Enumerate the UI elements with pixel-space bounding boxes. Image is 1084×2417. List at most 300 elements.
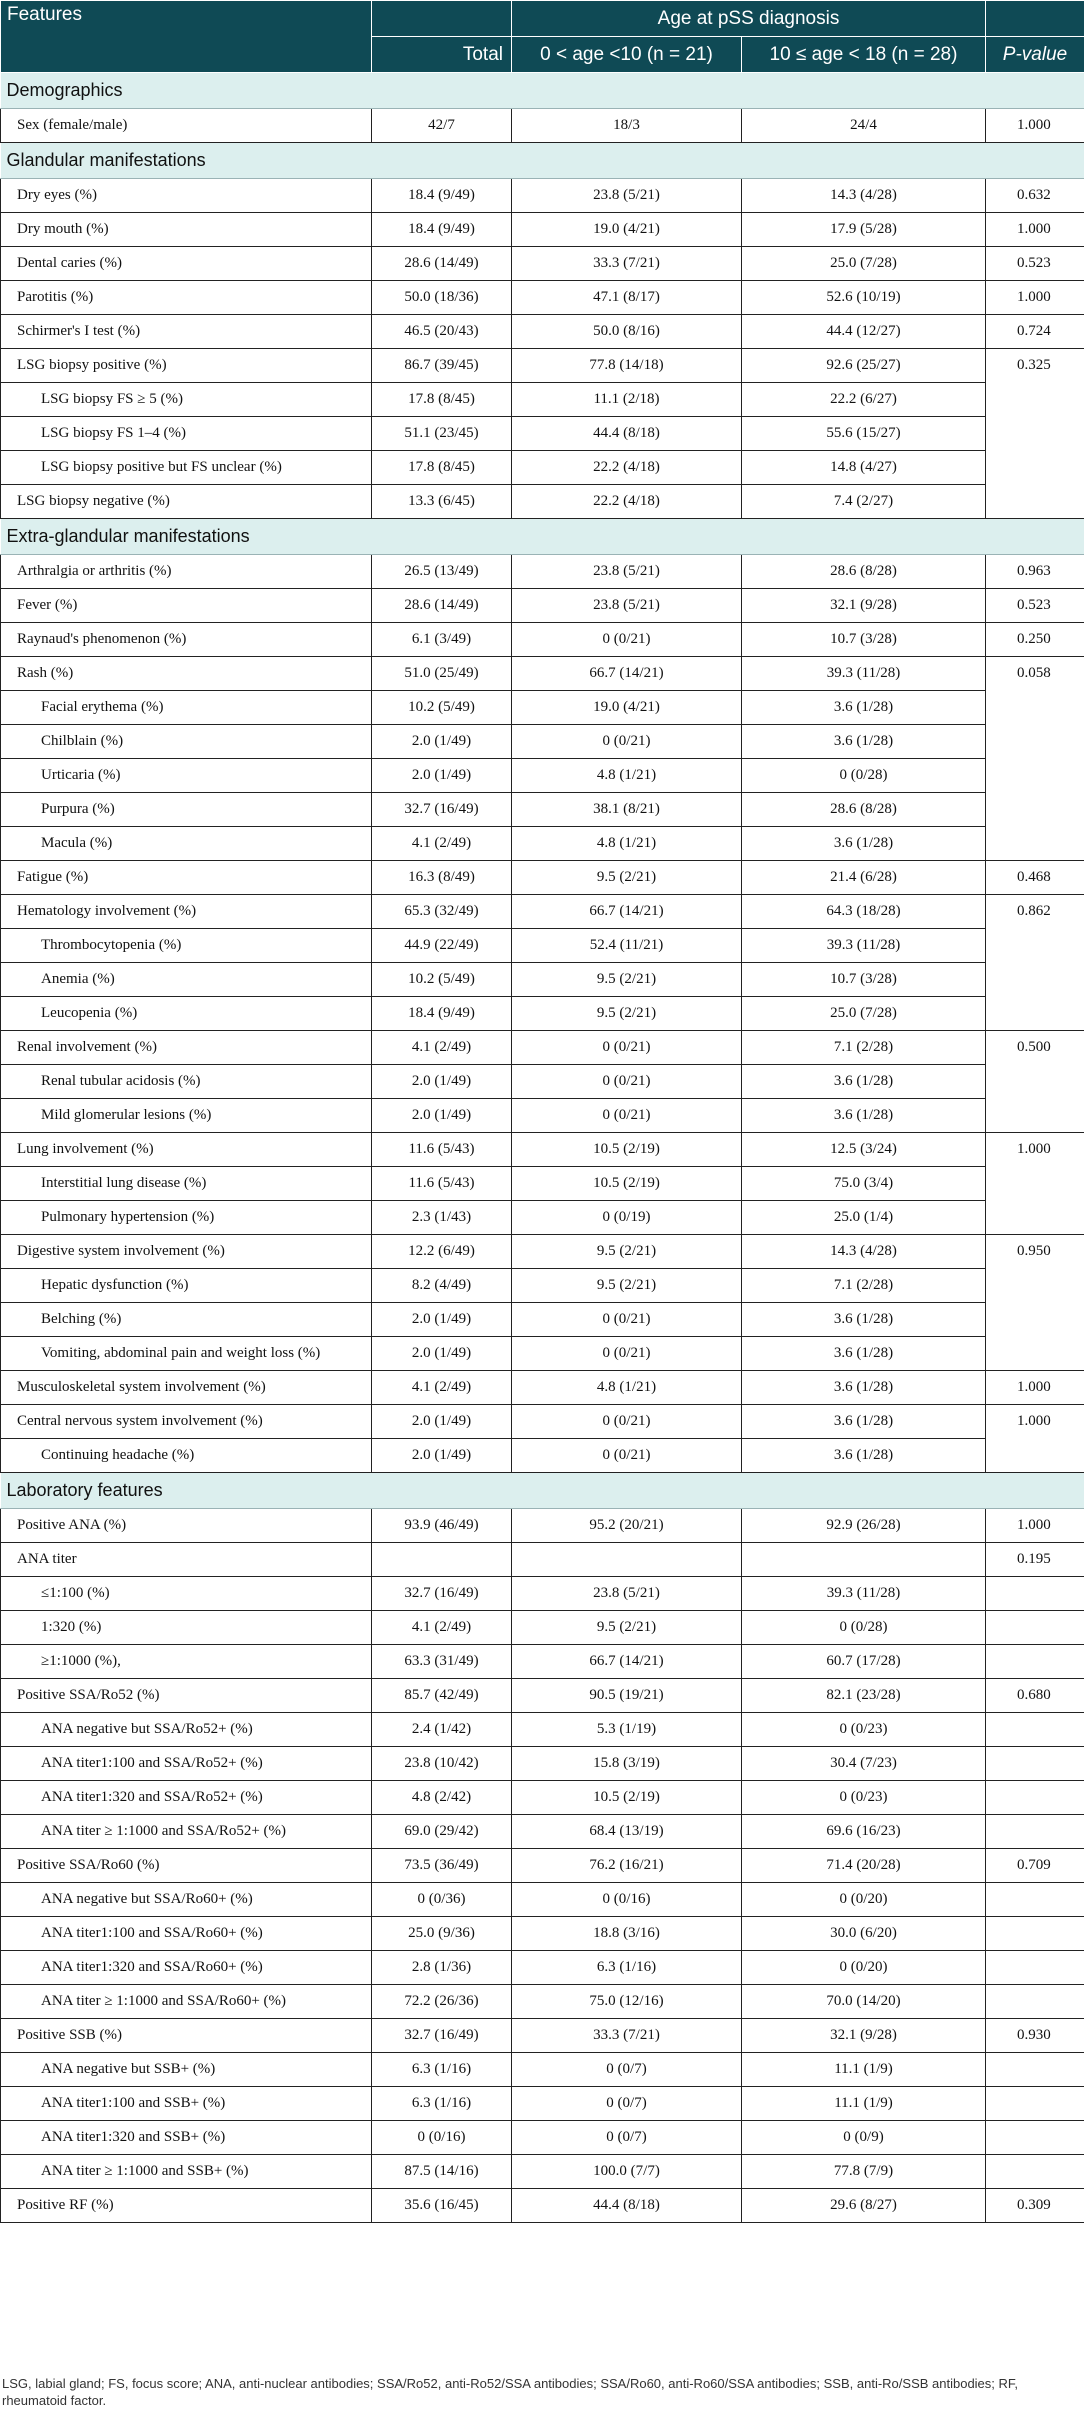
header-features: Features	[1, 1, 372, 73]
group1-cell: 100.0 (7/7)	[512, 2155, 742, 2189]
table-row	[1, 1439, 1084, 1473]
group1-cell: 22.2 (4/18)	[512, 485, 742, 519]
group2-cell: 0 (0/20)	[742, 1951, 986, 1985]
group2-cell: 3.6 (1/28)	[742, 1371, 986, 1405]
group2-cell: 25.0 (7/28)	[742, 997, 986, 1031]
group2-cell: 14.3 (4/28)	[742, 1235, 986, 1269]
feature-cell: Musculoskeletal system involvement (%)	[1, 1371, 372, 1405]
group1-cell: 18.8 (3/16)	[512, 1917, 742, 1951]
feature-cell: Thrombocytopenia (%)	[1, 929, 372, 963]
group2-cell: 0 (0/9)	[742, 2121, 986, 2155]
total-cell: 18.4 (9/49)	[372, 179, 512, 213]
group2-cell: 0 (0/28)	[742, 1611, 986, 1645]
group1-cell: 90.5 (19/21)	[512, 1679, 742, 1713]
feature-cell: Fever (%)	[1, 589, 372, 623]
section-row	[1, 1473, 1084, 1509]
group2-cell: 39.3 (11/28)	[742, 1577, 986, 1611]
table-row	[1, 1849, 1084, 1883]
feature-cell: Positive ANA (%)	[1, 1509, 372, 1543]
total-cell: 6.3 (1/16)	[372, 2087, 512, 2121]
total-cell: 2.8 (1/36)	[372, 1951, 512, 1985]
group2-cell: 32.1 (9/28)	[742, 589, 986, 623]
group1-cell: 0 (0/21)	[512, 1031, 742, 1065]
total-cell: 4.1 (2/49)	[372, 1031, 512, 1065]
feature-cell: ANA titer ≥ 1:1000 and SSA/Ro52+ (%)	[1, 1815, 372, 1849]
feature-cell: ANA titer1:320 and SSA/Ro60+ (%)	[1, 1951, 372, 1985]
total-cell: 73.5 (36/49)	[372, 1849, 512, 1883]
pvalue-cell: 0.250	[986, 623, 1084, 657]
table-row	[1, 349, 1084, 383]
group2-cell: 55.6 (15/27)	[742, 417, 986, 451]
group2-cell: 3.6 (1/28)	[742, 725, 986, 759]
total-cell: 2.0 (1/49)	[372, 1337, 512, 1371]
table-row	[1, 963, 1084, 997]
group2-cell: 92.9 (26/28)	[742, 1509, 986, 1543]
total-cell	[372, 1543, 512, 1577]
group2-cell: 0 (0/28)	[742, 759, 986, 793]
table-row	[1, 2087, 1084, 2121]
table-row	[1, 1405, 1084, 1439]
group1-cell: 33.3 (7/21)	[512, 2019, 742, 2053]
table-row	[1, 1781, 1084, 1815]
group2-cell: 22.2 (6/27)	[742, 383, 986, 417]
pvalue-cell	[986, 1303, 1084, 1337]
feature-cell: Raynaud's phenomenon (%)	[1, 623, 372, 657]
pvalue-cell: 0.930	[986, 2019, 1084, 2053]
group2-cell: 3.6 (1/28)	[742, 1099, 986, 1133]
table-row	[1, 213, 1084, 247]
total-cell: 2.0 (1/49)	[372, 725, 512, 759]
total-cell: 44.9 (22/49)	[372, 929, 512, 963]
group2-cell: 44.4 (12/27)	[742, 315, 986, 349]
pvalue-cell	[986, 2053, 1084, 2087]
total-cell: 51.1 (23/45)	[372, 417, 512, 451]
table-row	[1, 281, 1084, 315]
section-row	[1, 143, 1084, 179]
table-row	[1, 383, 1084, 417]
total-cell: 86.7 (39/45)	[372, 349, 512, 383]
feature-cell: ANA titer1:320 and SSA/Ro52+ (%)	[1, 1781, 372, 1815]
group2-cell: 30.0 (6/20)	[742, 1917, 986, 1951]
feature-cell: Sex (female/male)	[1, 109, 372, 143]
group2-cell: 12.5 (3/24)	[742, 1133, 986, 1167]
group2-cell: 82.1 (23/28)	[742, 1679, 986, 1713]
pvalue-cell	[986, 691, 1084, 725]
pvalue-cell	[986, 451, 1084, 485]
feature-cell: LSG biopsy FS ≥ 5 (%)	[1, 383, 372, 417]
feature-cell: Macula (%)	[1, 827, 372, 861]
group2-cell: 28.6 (8/28)	[742, 793, 986, 827]
feature-cell: Continuing headache (%)	[1, 1439, 372, 1473]
table-row	[1, 725, 1084, 759]
feature-cell: LSG biopsy negative (%)	[1, 485, 372, 519]
group1-cell: 0 (0/7)	[512, 2087, 742, 2121]
header-group2	[742, 37, 986, 73]
table-row	[1, 997, 1084, 1031]
total-cell: 63.3 (31/49)	[372, 1645, 512, 1679]
total-cell: 2.0 (1/49)	[372, 1439, 512, 1473]
feature-cell: Digestive system involvement (%)	[1, 1235, 372, 1269]
group2-cell: 29.6 (8/27)	[742, 2189, 986, 2223]
table-row	[1, 1065, 1084, 1099]
table-row	[1, 1645, 1084, 1679]
total-cell: 12.2 (6/49)	[372, 1235, 512, 1269]
total-cell: 87.5 (14/16)	[372, 2155, 512, 2189]
pvalue-cell: 0.325	[986, 349, 1084, 383]
total-cell: 8.2 (4/49)	[372, 1269, 512, 1303]
group1-cell: 10.5 (2/19)	[512, 1781, 742, 1815]
total-cell: 28.6 (14/49)	[372, 589, 512, 623]
group1-cell: 0 (0/21)	[512, 1099, 742, 1133]
group2-cell: 0 (0/23)	[742, 1781, 986, 1815]
group2-cell: 39.3 (11/28)	[742, 657, 986, 691]
pvalue-cell	[986, 1439, 1084, 1473]
pvalue-cell: 0.950	[986, 1235, 1084, 1269]
group1-cell: 11.1 (2/18)	[512, 383, 742, 417]
pvalue-cell: 1.000	[986, 1133, 1084, 1167]
feature-cell: Leucopenia (%)	[1, 997, 372, 1031]
total-cell: 46.5 (20/43)	[372, 315, 512, 349]
pvalue-cell: 1.000	[986, 1509, 1084, 1543]
group1-cell: 9.5 (2/21)	[512, 1269, 742, 1303]
pvalue-cell	[986, 1713, 1084, 1747]
pvalue-cell: 1.000	[986, 281, 1084, 315]
group2-cell: 10.7 (3/28)	[742, 623, 986, 657]
table-row	[1, 1883, 1084, 1917]
table-row	[1, 1337, 1084, 1371]
pvalue-cell	[986, 1167, 1084, 1201]
feature-cell: 1:320 (%)	[1, 1611, 372, 1645]
group1-cell: 5.3 (1/19)	[512, 1713, 742, 1747]
feature-cell: Purpura (%)	[1, 793, 372, 827]
pvalue-cell	[986, 485, 1084, 519]
group2-cell: 25.0 (7/28)	[742, 247, 986, 281]
total-cell: 50.0 (18/36)	[372, 281, 512, 315]
table-header	[1, 1, 1084, 73]
group2-cell: 71.4 (20/28)	[742, 1849, 986, 1883]
total-cell: 4.1 (2/49)	[372, 1371, 512, 1405]
total-cell: 2.0 (1/49)	[372, 1099, 512, 1133]
table-row	[1, 1509, 1084, 1543]
total-cell: 2.0 (1/49)	[372, 759, 512, 793]
total-cell: 35.6 (16/45)	[372, 2189, 512, 2223]
group1-cell: 23.8 (5/21)	[512, 1577, 742, 1611]
group2-cell: 70.0 (14/20)	[742, 1985, 986, 2019]
group1-cell: 77.8 (14/18)	[512, 349, 742, 383]
section-title: Demographics	[1, 73, 1084, 109]
group2-cell: 7.4 (2/27)	[742, 485, 986, 519]
group1-cell: 68.4 (13/19)	[512, 1815, 742, 1849]
group1-cell: 0 (0/7)	[512, 2053, 742, 2087]
pvalue-cell: 0.523	[986, 247, 1084, 281]
group2-cell: 14.8 (4/27)	[742, 451, 986, 485]
pvalue-cell	[986, 1645, 1084, 1679]
feature-cell: Positive RF (%)	[1, 2189, 372, 2223]
pvalue-cell: 0.500	[986, 1031, 1084, 1065]
feature-cell: LSG biopsy positive but FS unclear (%)	[1, 451, 372, 485]
pvalue-cell	[986, 929, 1084, 963]
feature-cell: Interstitial lung disease (%)	[1, 1167, 372, 1201]
group2-cell: 32.1 (9/28)	[742, 2019, 986, 2053]
group2-cell: 11.1 (1/9)	[742, 2053, 986, 2087]
table-row	[1, 555, 1084, 589]
group1-cell: 22.2 (4/18)	[512, 451, 742, 485]
pvalue-cell	[986, 1611, 1084, 1645]
group1-cell: 23.8 (5/21)	[512, 179, 742, 213]
feature-cell: ANA negative but SSA/Ro60+ (%)	[1, 1883, 372, 1917]
group2-cell: 77.8 (7/9)	[742, 2155, 986, 2189]
group1-cell: 95.2 (20/21)	[512, 1509, 742, 1543]
table-row	[1, 485, 1084, 519]
feature-cell: Vomiting, abdominal pain and weight loss (%)	[1, 1337, 372, 1371]
pvalue-cell	[986, 997, 1084, 1031]
total-cell: 18.4 (9/49)	[372, 997, 512, 1031]
total-cell: 32.7 (16/49)	[372, 2019, 512, 2053]
feature-cell: Positive SSA/Ro52 (%)	[1, 1679, 372, 1713]
feature-cell: Dental caries (%)	[1, 247, 372, 281]
table-row	[1, 657, 1084, 691]
group1-cell: 18/3	[512, 109, 742, 143]
pvalue-cell	[986, 1747, 1084, 1781]
feature-cell: Renal tubular acidosis (%)	[1, 1065, 372, 1099]
group2-cell: 3.6 (1/28)	[742, 691, 986, 725]
total-cell: 4.8 (2/42)	[372, 1781, 512, 1815]
pvalue-cell: 0.963	[986, 555, 1084, 589]
total-cell: 25.0 (9/36)	[372, 1917, 512, 1951]
total-cell: 17.8 (8/45)	[372, 383, 512, 417]
total-cell: 28.6 (14/49)	[372, 247, 512, 281]
pvalue-cell	[986, 417, 1084, 451]
feature-cell: Fatigue (%)	[1, 861, 372, 895]
total-cell: 0 (0/16)	[372, 2121, 512, 2155]
group1-cell: 0 (0/7)	[512, 2121, 742, 2155]
group1-cell	[512, 1543, 742, 1577]
total-cell: 6.1 (3/49)	[372, 623, 512, 657]
group2-cell: 3.6 (1/28)	[742, 1065, 986, 1099]
table-row	[1, 895, 1084, 929]
group2-cell: 92.6 (25/27)	[742, 349, 986, 383]
pvalue-cell: 1.000	[986, 1371, 1084, 1405]
group2-cell: 3.6 (1/28)	[742, 827, 986, 861]
feature-cell: Dry eyes (%)	[1, 179, 372, 213]
section-row	[1, 73, 1084, 109]
total-cell: 65.3 (32/49)	[372, 895, 512, 929]
feature-cell: Mild glomerular lesions (%)	[1, 1099, 372, 1133]
feature-cell: ANA titer ≥ 1:1000 and SSA/Ro60+ (%)	[1, 1985, 372, 2019]
section-row	[1, 519, 1084, 555]
table-row	[1, 1543, 1084, 1577]
group2-cell: 64.3 (18/28)	[742, 895, 986, 929]
group1-cell: 0 (0/21)	[512, 1439, 742, 1473]
feature-cell: Facial erythema (%)	[1, 691, 372, 725]
group1-cell: 9.5 (2/21)	[512, 963, 742, 997]
header-pvalue	[986, 37, 1084, 73]
total-cell: 26.5 (13/49)	[372, 555, 512, 589]
group1-cell: 0 (0/19)	[512, 1201, 742, 1235]
feature-cell: Schirmer's I test (%)	[1, 315, 372, 349]
pvalue-cell: 0.195	[986, 1543, 1084, 1577]
pvalue-cell: 0.862	[986, 895, 1084, 929]
group1-cell: 15.8 (3/19)	[512, 1747, 742, 1781]
group2-cell: 0 (0/20)	[742, 1883, 986, 1917]
group1-cell: 4.8 (1/21)	[512, 759, 742, 793]
feature-cell: ≤1:100 (%)	[1, 1577, 372, 1611]
table-row	[1, 2155, 1084, 2189]
pvalue-cell	[986, 827, 1084, 861]
feature-cell: Urticaria (%)	[1, 759, 372, 793]
feature-cell: Hematology involvement (%)	[1, 895, 372, 929]
pvalue-cell: 0.058	[986, 657, 1084, 691]
group1-cell: 23.8 (5/21)	[512, 589, 742, 623]
pvalue-cell	[986, 1917, 1084, 1951]
table-row	[1, 2019, 1084, 2053]
pvalue-cell	[986, 2121, 1084, 2155]
table-row	[1, 315, 1084, 349]
table-row	[1, 2121, 1084, 2155]
total-cell: 2.0 (1/49)	[372, 1065, 512, 1099]
table-row	[1, 1985, 1084, 2019]
table-row	[1, 1747, 1084, 1781]
group1-cell: 6.3 (1/16)	[512, 1951, 742, 1985]
pvalue-cell	[986, 1269, 1084, 1303]
total-cell: 10.2 (5/49)	[372, 691, 512, 725]
group1-cell: 10.5 (2/19)	[512, 1167, 742, 1201]
pvalue-cell: 1.000	[986, 109, 1084, 143]
group2-cell: 3.6 (1/28)	[742, 1337, 986, 1371]
group1-cell: 38.1 (8/21)	[512, 793, 742, 827]
total-cell: 4.1 (2/49)	[372, 827, 512, 861]
group2-cell: 10.7 (3/28)	[742, 963, 986, 997]
group2-cell: 17.9 (5/28)	[742, 213, 986, 247]
header-group1	[512, 37, 742, 73]
section-title: Extra-glandular manifestations	[1, 519, 1084, 555]
table-row	[1, 451, 1084, 485]
header-total: Total	[372, 37, 512, 73]
table-row	[1, 1269, 1084, 1303]
pvalue-cell	[986, 1065, 1084, 1099]
group2-cell	[742, 1543, 986, 1577]
total-cell: 11.6 (5/43)	[372, 1167, 512, 1201]
group1-cell: 0 (0/21)	[512, 1405, 742, 1439]
group1-cell: 23.8 (5/21)	[512, 555, 742, 589]
table-row	[1, 417, 1084, 451]
group1-cell: 0 (0/21)	[512, 1337, 742, 1371]
pvalue-cell	[986, 1883, 1084, 1917]
total-cell: 10.2 (5/49)	[372, 963, 512, 997]
table-row	[1, 861, 1084, 895]
total-cell: 72.2 (26/36)	[372, 1985, 512, 2019]
total-cell: 32.7 (16/49)	[372, 793, 512, 827]
pvalue-cell	[986, 1099, 1084, 1133]
table-row	[1, 1031, 1084, 1065]
table-row	[1, 1167, 1084, 1201]
feature-cell: Anemia (%)	[1, 963, 372, 997]
group2-cell: 75.0 (3/4)	[742, 1167, 986, 1201]
feature-cell: Rash (%)	[1, 657, 372, 691]
table-row	[1, 247, 1084, 281]
table-row	[1, 1235, 1084, 1269]
feature-cell: Hepatic dysfunction (%)	[1, 1269, 372, 1303]
group2-cell: 28.6 (8/28)	[742, 555, 986, 589]
group2-cell: 24/4	[742, 109, 986, 143]
group1-cell: 0 (0/21)	[512, 725, 742, 759]
group2-cell: 3.6 (1/28)	[742, 1405, 986, 1439]
group2-cell: 39.3 (11/28)	[742, 929, 986, 963]
pvalue-cell	[986, 1577, 1084, 1611]
group1-cell: 66.7 (14/21)	[512, 657, 742, 691]
pvalue-cell	[986, 1201, 1084, 1235]
table-row	[1, 1951, 1084, 1985]
group1-cell: 66.7 (14/21)	[512, 1645, 742, 1679]
feature-cell: ANA titer1:320 and SSB+ (%)	[1, 2121, 372, 2155]
header-group2-label: 10 ≤ age < 18 (n = 28)	[769, 43, 958, 65]
pvalue-cell	[986, 1781, 1084, 1815]
feature-cell: Dry mouth (%)	[1, 213, 372, 247]
feature-cell: ANA titer	[1, 1543, 372, 1577]
group2-cell: 60.7 (17/28)	[742, 1645, 986, 1679]
pvalue-cell: 1.000	[986, 213, 1084, 247]
feature-cell: Parotitis (%)	[1, 281, 372, 315]
pvalue-cell	[986, 383, 1084, 417]
group1-cell: 0 (0/21)	[512, 1303, 742, 1337]
total-cell: 2.3 (1/43)	[372, 1201, 512, 1235]
feature-cell: ANA titer1:100 and SSB+ (%)	[1, 2087, 372, 2121]
pvalue-cell: 0.309	[986, 2189, 1084, 2223]
total-cell: 42/7	[372, 109, 512, 143]
table-row	[1, 793, 1084, 827]
group1-cell: 9.5 (2/21)	[512, 997, 742, 1031]
table-row	[1, 1917, 1084, 1951]
feature-cell: ANA titer ≥ 1:1000 and SSB+ (%)	[1, 2155, 372, 2189]
group2-cell: 7.1 (2/28)	[742, 1031, 986, 1065]
total-cell: 2.0 (1/49)	[372, 1405, 512, 1439]
pvalue-cell	[986, 1815, 1084, 1849]
group1-cell: 52.4 (11/21)	[512, 929, 742, 963]
table-row	[1, 691, 1084, 725]
group1-cell: 4.8 (1/21)	[512, 1371, 742, 1405]
table-row	[1, 623, 1084, 657]
group1-cell: 75.0 (12/16)	[512, 1985, 742, 2019]
pvalue-cell: 0.709	[986, 1849, 1084, 1883]
table-row	[1, 589, 1084, 623]
section-title: Laboratory features	[1, 1473, 1084, 1509]
feature-cell: Renal involvement (%)	[1, 1031, 372, 1065]
pvalue-cell	[986, 1985, 1084, 2019]
pvalue-cell	[986, 1951, 1084, 1985]
pvalue-cell: 1.000	[986, 1405, 1084, 1439]
group1-cell: 19.0 (4/21)	[512, 213, 742, 247]
group1-cell: 44.4 (8/18)	[512, 417, 742, 451]
table-row	[1, 1713, 1084, 1747]
pvalue-cell	[986, 963, 1084, 997]
pvalue-cell	[986, 793, 1084, 827]
group2-cell: 21.4 (6/28)	[742, 861, 986, 895]
group2-cell: 3.6 (1/28)	[742, 1439, 986, 1473]
table-row	[1, 1371, 1084, 1405]
total-cell: 85.7 (42/49)	[372, 1679, 512, 1713]
total-cell: 93.9 (46/49)	[372, 1509, 512, 1543]
pvalue-cell	[986, 1337, 1084, 1371]
group1-cell: 0 (0/21)	[512, 1065, 742, 1099]
feature-cell: Chilblain (%)	[1, 725, 372, 759]
pvalue-cell	[986, 725, 1084, 759]
group2-cell: 3.6 (1/28)	[742, 1303, 986, 1337]
group1-cell: 19.0 (4/21)	[512, 691, 742, 725]
table-row	[1, 1611, 1084, 1645]
header-group1-label: 0 < age <10 (n = 21)	[540, 43, 713, 65]
group1-cell: 9.5 (2/21)	[512, 1235, 742, 1269]
group2-cell: 52.6 (10/19)	[742, 281, 986, 315]
